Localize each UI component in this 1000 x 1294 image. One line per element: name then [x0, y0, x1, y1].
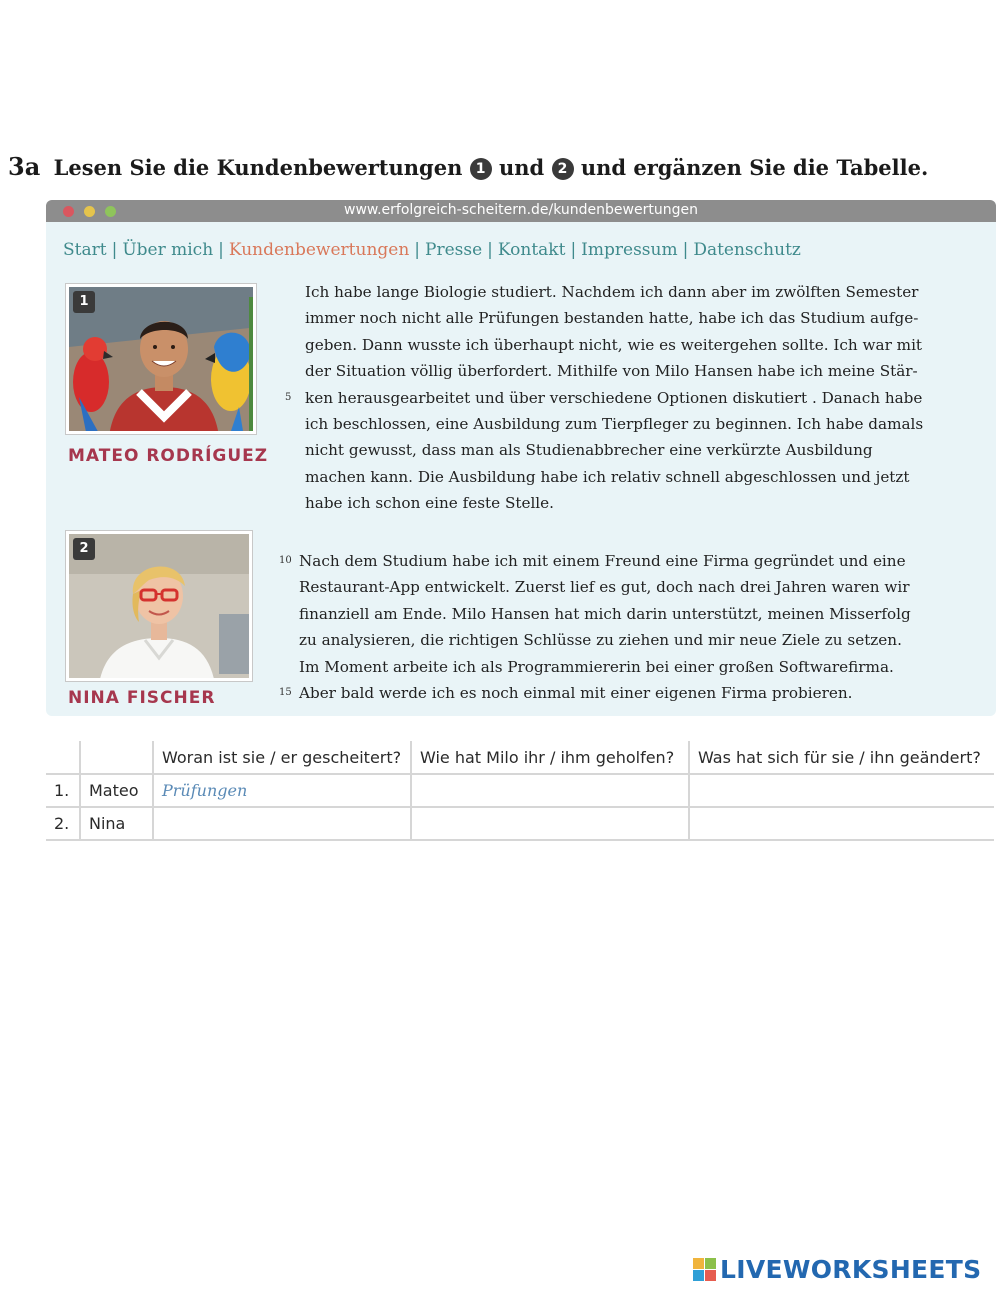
table-header-row — [46, 741, 994, 774]
row-number: 2. — [46, 807, 80, 840]
logo-tile — [705, 1258, 716, 1269]
task-text-after: und ergänzen Sie die Tabelle. — [580, 155, 929, 180]
review-line — [285, 385, 955, 411]
task-text-before: Lesen Sie die Kundenbewertungen — [53, 155, 463, 180]
line-text: ich beschlossen, eine Ausbildung zum Tierpfleger zu beginnen. Ich habe damals — [305, 415, 924, 434]
nav-link-about[interactable]: Über mich — [122, 240, 214, 260]
nav-link-reviews[interactable]: Kundenbewertungen — [228, 240, 410, 260]
line-text: nicht gewusst, dass man als Studienabbrecher eine verkürzte Ausbildung — [305, 441, 873, 460]
line-text: der Situation völlig überfordert. Mithilfe von Milo Hansen habe ich meine Stär- — [305, 362, 918, 381]
review-line — [305, 332, 955, 358]
table-header-cell — [46, 741, 80, 774]
line-text: Restaurant-App entwickelt. Zuerst lief es gut, doch nach drei Jahren waren wir — [299, 578, 910, 597]
marker-2-badge: 2 — [552, 158, 574, 180]
task-number: 3a — [8, 152, 41, 181]
reviewer-name-mateo: MATEO RODRÍGUEZ — [68, 446, 269, 466]
table-row — [46, 807, 994, 840]
answer-field-changed[interactable] — [689, 807, 994, 840]
browser-window — [46, 200, 996, 716]
review-1-text — [285, 279, 955, 517]
reviewer-name-nina: NINA FISCHER — [68, 688, 216, 708]
logo-tile — [705, 1270, 716, 1281]
answer-text: Prüfungen — [162, 781, 248, 800]
review-line — [299, 654, 949, 680]
review-line — [305, 305, 955, 331]
line-text: zu analysieren, die richtigen Schlüsse zu ziehen und mir neue Ziele zu setzen. — [299, 631, 902, 650]
table-header-cell — [80, 741, 153, 774]
nina-photo — [66, 531, 252, 681]
marker-1-badge: 1 — [470, 158, 492, 180]
answer-field-changed[interactable] — [689, 774, 994, 807]
answer-table — [46, 741, 994, 841]
nav-separator: | — [414, 240, 421, 260]
logo-grid-icon — [693, 1258, 716, 1281]
review-2-text — [279, 548, 949, 706]
nav-separator: | — [570, 240, 577, 260]
nav-link-start[interactable]: Start — [63, 240, 107, 260]
review-line — [299, 574, 949, 600]
logo-text: LIVEWORKSHEETS — [720, 1255, 982, 1284]
line-text: Aber bald werde ich es noch einmal mit einer eigenen Firma probieren. — [299, 684, 853, 703]
task-text-middle: und — [498, 155, 545, 180]
nav-separator: | — [218, 240, 224, 260]
site-navigation — [63, 240, 801, 260]
review-line — [279, 680, 949, 706]
review-line — [305, 437, 955, 463]
nina-illustration — [69, 534, 252, 681]
line-text: geben. Dann wusste ich überhaupt nicht, wie es weitergehen sollte. Ich war mit — [305, 335, 923, 354]
row-name: Nina — [80, 807, 153, 840]
line-text: Ich habe lange Biologie studiert. Nachdem ich dann aber im zwölften Semester — [305, 283, 919, 301]
review-1-badge: 1 — [73, 291, 95, 313]
header-what-changed: Was hat sich für sie / ihn geändert? — [689, 741, 994, 774]
table-row — [46, 774, 994, 807]
answer-field-helped[interactable] — [411, 807, 689, 840]
nav-link-press[interactable]: Presse — [425, 240, 483, 260]
line-number: 15 — [279, 687, 292, 699]
review-line — [305, 411, 955, 437]
line-text: habe ich schon eine feste Stelle. — [305, 494, 554, 513]
line-text: Im Moment arbeite ich als Programmiererin bei einer großen Softwarefirma. — [299, 657, 894, 676]
review-line — [305, 490, 955, 516]
line-text: Nach dem Studium habe ich mit einem Freund eine Firma gegründet und eine — [299, 552, 906, 570]
nav-link-privacy[interactable]: Datenschutz — [693, 240, 801, 260]
mateo-photo — [66, 284, 256, 434]
row-name: Mateo — [80, 774, 153, 807]
review-line — [305, 464, 955, 490]
line-number: 10 — [279, 555, 292, 566]
browser-url: www.erfolgreich-scheitern.de/kundenbewertungen — [344, 202, 698, 218]
task-heading — [8, 152, 928, 181]
answer-field-failed[interactable] — [153, 807, 411, 840]
header-what-failed: Woran ist sie / er gescheitert? — [153, 741, 411, 774]
browser-title-bar — [46, 200, 996, 222]
nav-separator: | — [111, 240, 118, 260]
review-2-badge: 2 — [73, 538, 95, 560]
nav-link-imprint[interactable]: Impressum — [581, 240, 678, 260]
line-text: immer noch nicht alle Prüfungen bestanden hatte, habe ich das Studium aufge- — [305, 309, 919, 328]
header-how-helped: Wie hat Milo ihr / ihm geholfen? — [411, 741, 689, 774]
review-line — [305, 279, 955, 305]
review-line — [305, 358, 955, 384]
line-text: ken herausgearbeitet und über verschiedene Optionen diskutiert . Danach habe — [305, 388, 923, 407]
review-line — [299, 601, 949, 627]
logo-tile — [693, 1258, 704, 1269]
mateo-illustration — [69, 287, 256, 434]
line-text: machen kann. Die Ausbildung habe ich relativ schnell abgeschlossen und jetzt — [305, 467, 910, 486]
nav-link-contact[interactable]: Kontakt — [497, 240, 566, 260]
review-line — [299, 627, 949, 653]
nav-separator: | — [487, 240, 493, 260]
answer-field-helped[interactable] — [411, 774, 689, 807]
answer-field-failed[interactable] — [153, 774, 411, 807]
line-text: finanziell am Ende. Milo Hansen hat mich darin unterstützt, meinen Misserfolg — [299, 604, 911, 623]
liveworksheets-logo — [693, 1255, 981, 1284]
logo-tile — [693, 1270, 704, 1281]
nav-separator: | — [682, 240, 689, 260]
line-number: 5 — [285, 391, 292, 403]
review-line — [279, 548, 949, 574]
row-number: 1. — [46, 774, 80, 807]
